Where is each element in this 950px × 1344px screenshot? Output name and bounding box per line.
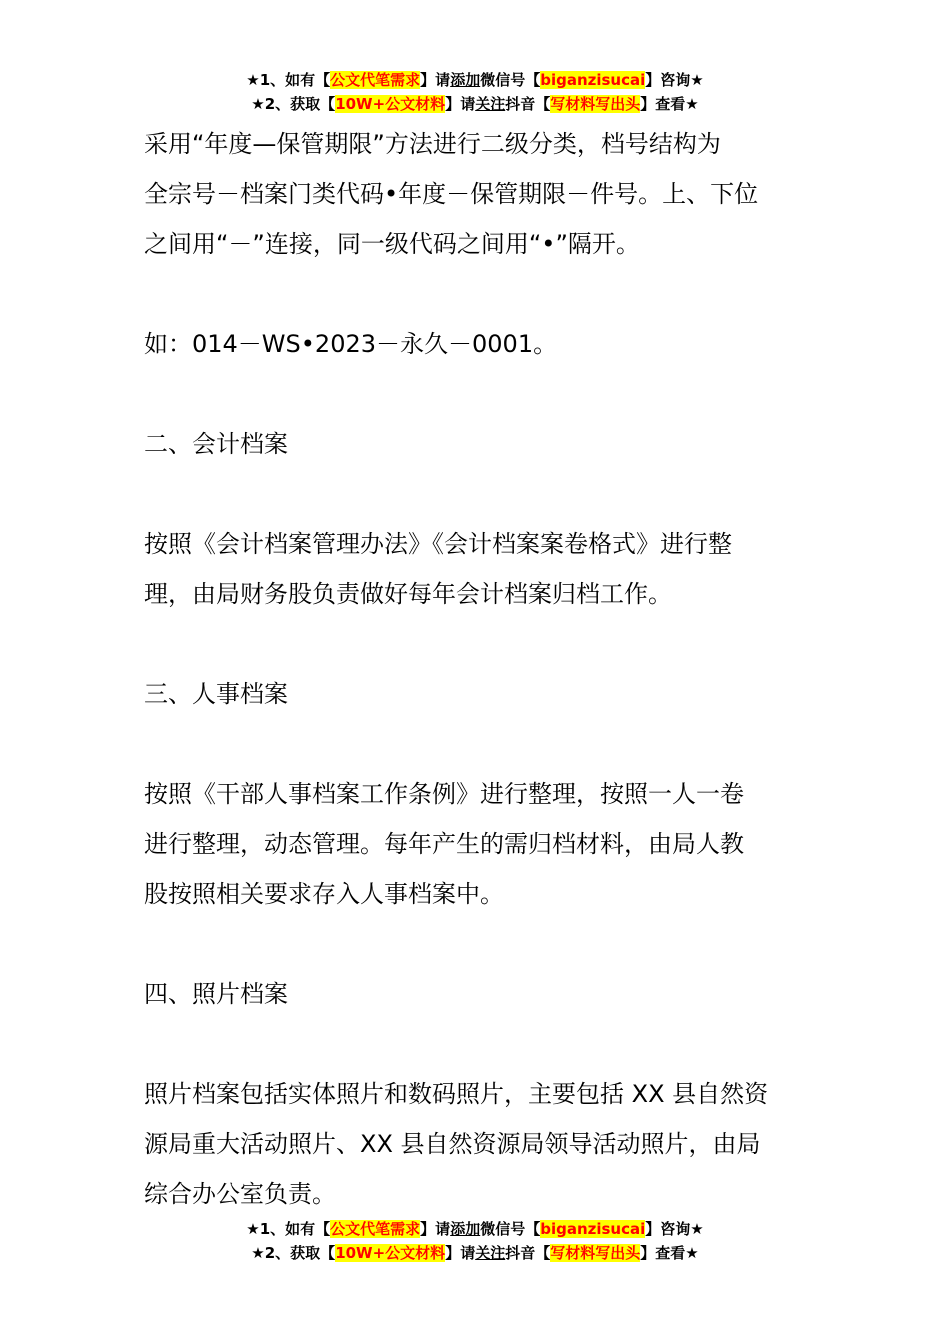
section-heading-accounting: 二、会计档案 bbox=[144, 430, 288, 458]
banner-underlined-text: 添加 bbox=[450, 1220, 481, 1238]
paragraph-line: 进行整理，动态管理。每年产生的需归档材料，由局人教 bbox=[144, 830, 744, 858]
banner-line-2 bbox=[0, 92, 950, 116]
banner-text: 抖音【 bbox=[505, 1244, 551, 1262]
footer-banner bbox=[0, 1217, 950, 1265]
banner-line-1 bbox=[0, 1217, 950, 1241]
banner-text: 微信号【 bbox=[480, 1220, 541, 1238]
banner-text: ★2、获取【 bbox=[251, 95, 336, 113]
paragraph-line: 理，由局财务股负责做好每年会计档案归档工作。 bbox=[144, 580, 672, 608]
banner-highlight: 10W+公文材料 bbox=[335, 1244, 446, 1262]
paragraph-line: 源局重大活动照片、XX 县自然资源局领导活动照片，由局 bbox=[144, 1130, 761, 1158]
banner-underlined-text: 添加 bbox=[450, 71, 481, 89]
banner-underlined-text: 关注 bbox=[475, 1244, 506, 1262]
banner-text: 】请 bbox=[445, 1244, 476, 1262]
banner-text: 】请 bbox=[420, 1220, 451, 1238]
banner-text: 】咨询★ bbox=[645, 71, 704, 89]
paragraph-line: 综合办公室负责。 bbox=[144, 1180, 336, 1208]
banner-underlined-text: 关注 bbox=[475, 95, 506, 113]
banner-highlight: 写材料写出头 bbox=[550, 1244, 641, 1262]
paragraph-line: 采用“年度—保管期限”方法进行二级分类，档号结构为 bbox=[144, 130, 721, 158]
banner-highlight: 写材料写出头 bbox=[550, 95, 641, 113]
paragraph-line: 按照《干部人事档案工作条例》进行整理，按照一人一卷 bbox=[144, 780, 744, 808]
banner-text: 】查看★ bbox=[640, 95, 699, 113]
section-heading-photo: 四、照片档案 bbox=[144, 980, 288, 1008]
banner-text: ★2、获取【 bbox=[251, 1244, 336, 1262]
banner-text: ★1、如有【 bbox=[246, 1220, 331, 1238]
header-banner bbox=[0, 68, 950, 116]
banner-text: 】请 bbox=[420, 71, 451, 89]
paragraph-line: 照片档案包括实体照片和数码照片，主要包括 XX 县自然资 bbox=[144, 1080, 769, 1108]
example-code: 如：014－WS•2023－永久－0001。 bbox=[144, 330, 558, 358]
banner-line-1 bbox=[0, 68, 950, 92]
banner-highlight: 公文代笔需求 bbox=[330, 1220, 421, 1238]
paragraph-line: 股按照相关要求存入人事档案中。 bbox=[144, 880, 504, 908]
banner-text: 抖音【 bbox=[505, 95, 551, 113]
banner-text: 】咨询★ bbox=[645, 1220, 704, 1238]
banner-highlight: biganzisucai bbox=[540, 71, 646, 89]
banner-highlight: biganzisucai bbox=[540, 1220, 646, 1238]
section-heading-personnel: 三、人事档案 bbox=[144, 680, 288, 708]
paragraph-line: 之间用“－”连接，同一级代码之间用“•”隔开。 bbox=[144, 230, 640, 258]
paragraph-line: 全宗号－档案门类代码•年度－保管期限－件号。上、下位 bbox=[144, 180, 759, 208]
banner-text: 】查看★ bbox=[640, 1244, 699, 1262]
document-body bbox=[144, 119, 809, 1219]
banner-text: 】请 bbox=[445, 95, 476, 113]
banner-highlight: 10W+公文材料 bbox=[335, 95, 446, 113]
banner-text: ★1、如有【 bbox=[246, 71, 331, 89]
banner-highlight: 公文代笔需求 bbox=[330, 71, 421, 89]
banner-line-2 bbox=[0, 1241, 950, 1265]
paragraph-line: 按照《会计档案管理办法》《会计档案案卷格式》进行整 bbox=[144, 530, 732, 558]
banner-text: 微信号【 bbox=[480, 71, 541, 89]
